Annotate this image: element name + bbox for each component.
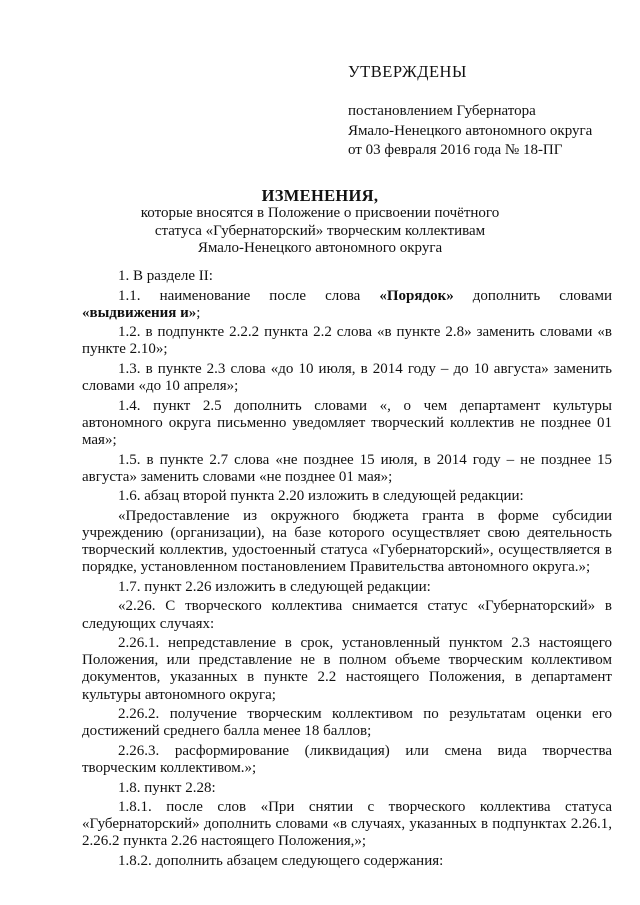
paragraph-1-3: 1.3. в пункте 2.3 слова «до 10 июля, в 2014 году – до 10 августа» заменить словами «до 10 апреля»;: [82, 360, 612, 395]
paragraph-2-26-2: 2.26.2. получение творческим коллективом по результатам оценки его достижений среднего балла менее 18 баллов;: [82, 706, 612, 740]
approval-line: постановлением Губернатора: [348, 103, 536, 119]
subtitle-line: которые вносятся в Положение о присвоении почётного: [140, 205, 500, 221]
paragraph-2-26-1: 2.26.1. непредставление в срок, установленный пунктом 2.3 настоящего Положения, или представление не в полном объеме творческим коллективом документов, указанных в пункте 2.2 настоящего Положения, в департамент культуры автономного округа;: [82, 635, 612, 703]
paragraph-1-5: 1.5. в пункте 2.7 слова «не позднее 15 июля, в 2014 году – не позднее 15 августа» заменить словами «не позднее 01 мая»;: [82, 451, 612, 485]
paragraph-section-2: 1. В разделе II:: [118, 268, 213, 284]
bold-text-order: «Порядок»: [379, 287, 454, 304]
paragraph-1-1: [82, 288, 612, 322]
subtitle-line: Ямало-Ненецкого автономного округа: [197, 240, 443, 256]
paragraph-grant: «Предоставление из окружного бюджета гранта в форме субсидии учреждению (организации), на базе которого осуществляет свою деятельность творческий коллектив, удостоенный статуса «Губернаторский», осуществляется в порядке, установленном постановлением Правительства автономного округа.»;: [82, 507, 612, 576]
document-subtitle: [0, 205, 640, 258]
approval-line: Ямало-Ненецкого автономного округа: [348, 122, 593, 139]
paragraph-1-8-1: 1.8.1. после слов «При снятии с творческого коллектива статуса «Губернаторский» дополнить словами «в случаях, указанных в подпунктах 2.26.1, 2.26.2 пункта 2.26 настоящего Положения,»;: [82, 799, 612, 850]
paragraph-1-8: 1.8. пункт 2.28:: [118, 779, 216, 796]
subtitle-line: статуса «Губернаторский» творческим коллективам: [154, 222, 486, 239]
approval-line: от 03 февраля 2016 года № 18-ПГ: [348, 142, 563, 158]
approved-heading: УТВЕРЖДЕНЫ: [348, 62, 467, 81]
approval-block: [348, 102, 592, 161]
bold-text-nomination: «выдвижения и»: [82, 304, 197, 321]
paragraph-2-26-3: 2.26.3. расформирование (ликвидация) или смена вида творчества творческим коллективом.»;: [82, 742, 612, 777]
paragraph-1-6: 1.6. абзац второй пункта 2.20 изложить в следующей редакции:: [118, 488, 524, 505]
text-run: дополнить словами: [453, 287, 612, 304]
document-body: [82, 268, 612, 872]
paragraph-2-26: «2.26. С творческого коллектива снимается статус «Губернаторский» в следующих случаях:: [82, 598, 612, 632]
paragraph-1-2: 1.2. в подпункте 2.2.2 пункта 2.2 слова «в пункте 2.8» заменить словами «в пункте 2.10»;: [82, 324, 612, 358]
text-run: 1.1. наименование после слова: [118, 287, 380, 304]
paragraph-1-8-2: 1.8.2. дополнить абзацем следующего содержания:: [118, 852, 444, 869]
document-title: ИЗМЕНЕНИЯ,: [261, 186, 379, 205]
paragraph-1-7: 1.7. пункт 2.26 изложить в следующей редакции:: [118, 578, 431, 595]
paragraph-1-4: 1.4. пункт 2.5 дополнить словами «, о чем департамент культуры автономного округа письменно уведомляет творческий коллектив не позднее 01 мая»;: [82, 397, 612, 449]
text-run: ;: [196, 304, 201, 321]
